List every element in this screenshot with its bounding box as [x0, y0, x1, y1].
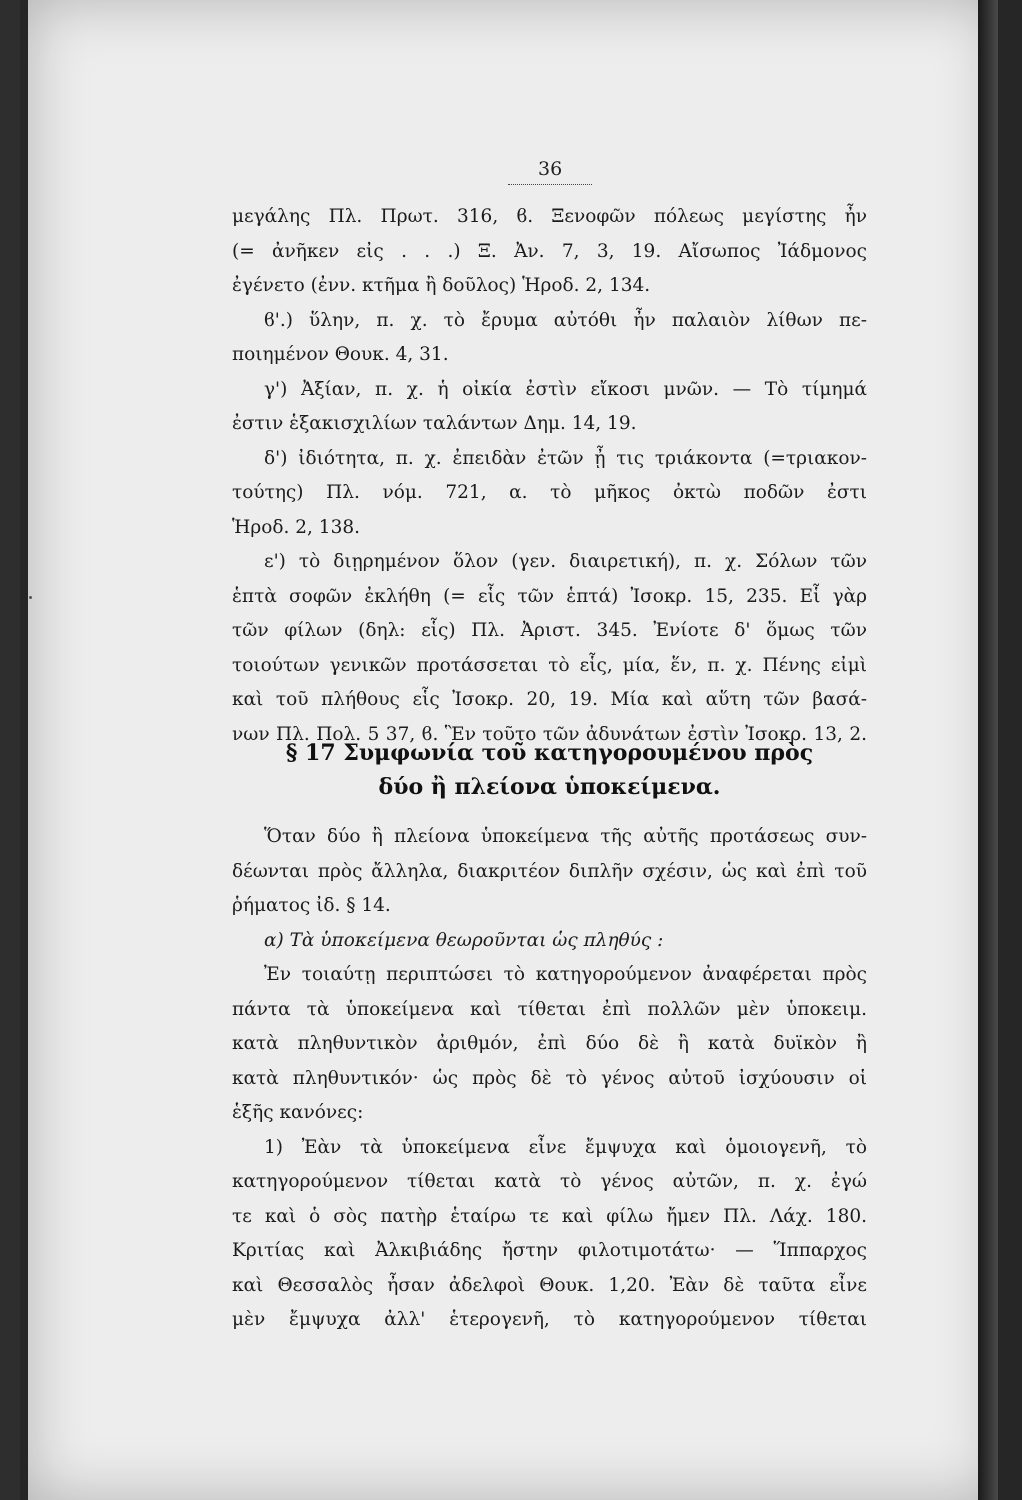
text-line: ἑξῆς κανόνες: [232, 1102, 364, 1123]
text-line: μὲν ἔμψυχα ἀλλ' ἑτερογενῆ, τὸ κατηγορούμενον τίθεται [232, 1309, 867, 1330]
text-line: ἐγένετο (ἐνν. κτῆμα ἢ δοῦλος) Ἡροδ. 2, 134. [232, 275, 651, 296]
margin-mark [29, 596, 32, 599]
text-line: δέωνται πρὸς ἄλληλα, διακριτέον διπλῆν σχέσιν, ὡς καὶ ἐπὶ τοῦ [232, 860, 867, 882]
section-heading-line: § 17 Συμφωνία τοῦ κατηγορουμένου πρὸς [285, 740, 814, 766]
text-line: δ') ἰδιότητα, π. χ. ἐπειδὰν ἐτῶν ᾖ τις τριάκοντα (=τριακον- [264, 447, 867, 469]
text-line: ἐστιν ἑξακισχιλίων ταλάντων Δημ. 14, 19. [232, 413, 637, 434]
text-block-top [232, 200, 867, 752]
text-line: α) Τὰ ὑποκείμενα θεωροῦνται ὡς πληθύς : [264, 929, 664, 951]
text-line: Κριτίας καὶ Ἀλκιβιάδης ἤστην φιλοτιμοτάτω· — Ἵππαρχος [232, 1240, 867, 1261]
text-line: κατὰ πληθυντικόν· ὡς πρὸς δὲ τὸ γένος αὐτοῦ ἰσχύουσιν οἱ [232, 1067, 867, 1089]
text-line: πάντα τὰ ὑποκείμενα καὶ τίθεται ἐπὶ πολλῶν μὲν ὑποκειμ. [232, 998, 867, 1020]
page-spine-shadow [978, 0, 998, 1500]
text-line: ποιημένον Θουκ. 4, 31. [232, 344, 449, 365]
text-line: καὶ τοῦ πλήθους εἷς Ἰσοκρ. 20, 19. Μία καὶ αὕτη τῶν βασά- [232, 689, 867, 710]
text-line: ε') τὸ διῃρημένον ὅλον (γεν. διαιρετική), π. χ. Σόλων τῶν [264, 551, 867, 572]
text-line: τούτης) Πλ. νόμ. 721, α. τὸ μῆκος ὀκτὼ ποδῶν ἐστι [232, 482, 867, 503]
page-number-rule [508, 184, 592, 185]
text-line: Ὅταν δύο ἢ πλείονα ὑποκείμενα τῆς αὐτῆς προτάσεως συν- [264, 826, 867, 847]
text-line: νων Πλ. Πολ. 5 37, ϐ. Ἓν τοῦτο τῶν ἀδυνάτων ἐστὶν Ἰσοκρ. 13, 2. [232, 723, 867, 745]
text-line: ῥήματος ἰδ. § 14. [232, 895, 391, 916]
text-line: μεγάλης Πλ. Πρωτ. 316, ϐ. Ξενοφῶν πόλεως μεγίστης ἦν [232, 206, 867, 227]
section-heading [232, 736, 867, 804]
text-line: κατὰ πληθυντικὸν ἀριθμόν, ἐπὶ δύο δὲ ἢ κατὰ δυϊκὸν ἢ [232, 1033, 867, 1054]
text-line: τῶν φίλων (δηλ: εἷς) Πλ. Ἀριστ. 345. Ἐνίοτε δ' ὅμως τῶν [232, 620, 867, 641]
section-heading-line: δύο ἢ πλείονα ὑποκείμενα. [378, 774, 721, 800]
text-block-bottom [232, 820, 867, 1338]
page-number: 36 [538, 158, 563, 180]
text-line: τοιούτων γενικῶν προτάσσεται τὸ εἷς, μία, ἕν, π. χ. Πένης εἰμὶ [232, 654, 867, 676]
text-line: (= ἀνῆκεν εἰς . . .) Ξ. Ἀν. 7, 3, 19. Αἴσωπος Ἰάδμονος [232, 240, 867, 262]
text-line: ἑπτὰ σοφῶν ἐκλήθη (= εἷς τῶν ἑπτά) Ἰσοκρ. 15, 235. Εἷ γὰρ [232, 585, 867, 607]
text-line: Ἡροδ. 2, 138. [232, 516, 360, 538]
text-line: κατηγορούμενον τίθεται κατὰ τὸ γένος αὐτῶν, π. χ. ἐγώ [232, 1171, 867, 1192]
text-line: Ἐν τοιαύτῃ περιπτώσει τὸ κατηγορούμενον ἀναφέρεται πρὸς [264, 964, 867, 985]
text-line: καὶ Θεσσαλὸς ἦσαν ἀδελφοὶ Θουκ. 1,20. Ἐὰν δὲ ταῦτα εἶνε [232, 1274, 867, 1296]
text-line: γ') Ἀξίαν, π. χ. ἡ οἰκία ἐστὶν εἴκοσι μνῶν. — Τὸ τίμημά [264, 378, 867, 400]
text-line: ϐ'.) ὕλην, π. χ. τὸ ἔρυμα αὐτόθι ἦν παλαιὸν λίθων πε- [264, 309, 867, 331]
text-line: 1) Ἐὰν τὰ ὑποκείμενα εἶνε ἔμψυχα καὶ ὁμοιογενῆ, τὸ [264, 1136, 867, 1158]
text-line: τε καὶ ὁ σὸς πατὴρ ἑταίρω τε καὶ φίλω ἤμεν Πλ. Λάχ. 180. [232, 1205, 867, 1227]
